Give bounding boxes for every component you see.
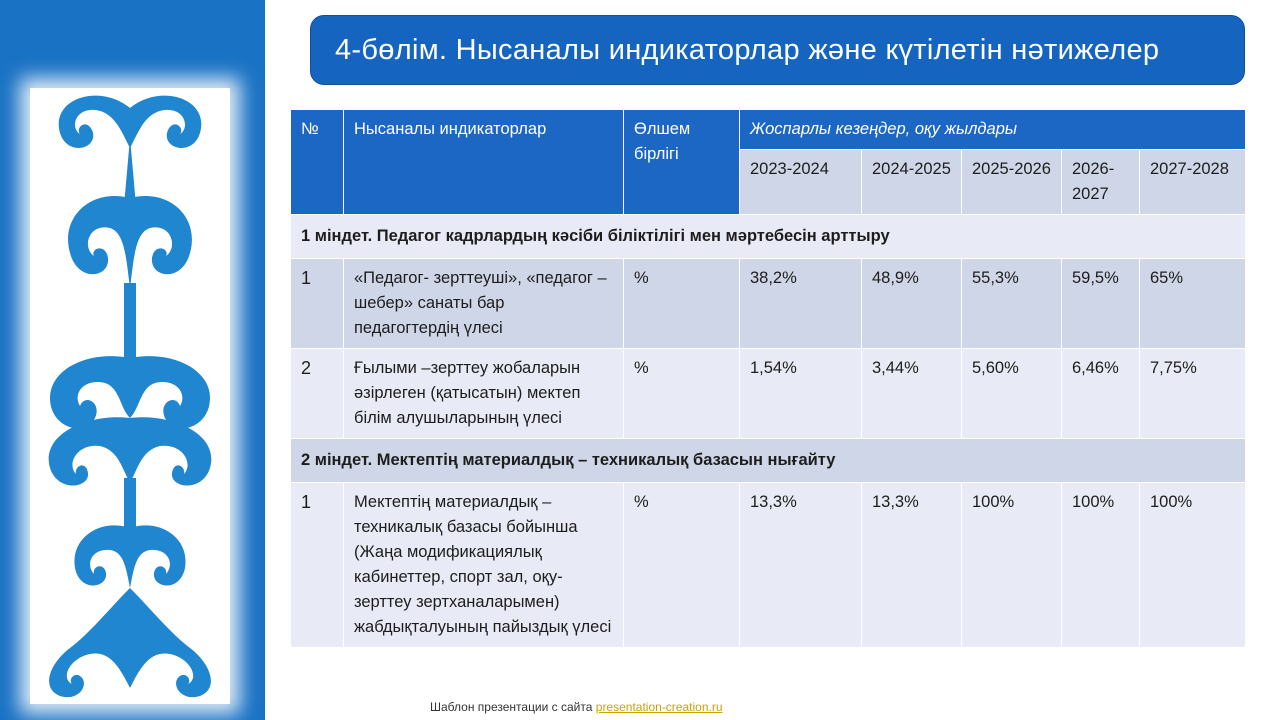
ornament-frame xyxy=(30,88,230,704)
value-cell: 100% xyxy=(962,483,1062,648)
task-1-title: 1 міндет. Педагог кадрлардың кәсіби біліктілігі мен мәртебесін арттыру xyxy=(291,215,1246,259)
unit-cell: % xyxy=(624,349,740,439)
unit-cell: % xyxy=(624,259,740,349)
table-row xyxy=(291,349,1246,439)
header-number: № xyxy=(291,110,344,215)
value-cell: 65% xyxy=(1140,259,1246,349)
value-cell: 1,54% xyxy=(740,349,862,439)
row-number: 1 xyxy=(291,259,344,349)
year-header: 2027-2028 xyxy=(1140,150,1246,215)
value-cell: 5,60% xyxy=(962,349,1062,439)
value-cell: 13,3% xyxy=(862,483,962,648)
value-cell: 38,2% xyxy=(740,259,862,349)
indicators-table xyxy=(290,109,1246,648)
left-decorative-panel xyxy=(0,0,265,720)
header-indicators: Нысаналы индикаторлар xyxy=(344,110,624,215)
footer-link[interactable]: presentation-creation.ru xyxy=(595,700,723,714)
year-header: 2025-2026 xyxy=(962,150,1062,215)
page-title: 4-бөлім. Нысаналы индикаторлар және күтілетін нәтижелер xyxy=(335,33,1160,66)
year-header: 2024-2025 xyxy=(862,150,962,215)
table-header-row xyxy=(291,110,1246,150)
indicator-text: Мектептің материалдық – техникалық базасы бойынша (Жаңа модификациялық кабинеттер, спорт зал, оқу-зерттеу зертханаларымен) жабдықталуының пайыздық үлесі xyxy=(344,483,624,648)
table-row xyxy=(291,483,1246,648)
value-cell: 55,3% xyxy=(962,259,1062,349)
header-periods: Жоспарлы кезеңдер, оқу жылдары xyxy=(740,110,1246,150)
year-header: 2023-2024 xyxy=(740,150,862,215)
indicator-text: «Педагог- зерттеуші», «педагог – шебер» санаты бар педагогтердің үлесі xyxy=(344,259,624,349)
unit-cell: % xyxy=(624,483,740,648)
row-number: 1 xyxy=(291,483,344,648)
task-row xyxy=(291,215,1246,259)
row-number: 2 xyxy=(291,349,344,439)
value-cell: 3,44% xyxy=(862,349,962,439)
footer-note xyxy=(430,700,723,714)
value-cell: 48,9% xyxy=(862,259,962,349)
value-cell: 13,3% xyxy=(740,483,862,648)
task-row xyxy=(291,439,1246,483)
value-cell: 7,75% xyxy=(1140,349,1246,439)
header-unit: Өлшем бірлігі xyxy=(624,110,740,215)
value-cell: 100% xyxy=(1140,483,1246,648)
task-2-title: 2 міндет. Мектептің материалдық – техникалық базасын нығайту xyxy=(291,439,1246,483)
table-row xyxy=(291,259,1246,349)
kazakh-ornament-icon xyxy=(30,88,230,704)
section-title-box xyxy=(310,15,1245,85)
value-cell: 59,5% xyxy=(1062,259,1140,349)
value-cell: 6,46% xyxy=(1062,349,1140,439)
value-cell: 100% xyxy=(1062,483,1140,648)
year-header: 2026-2027 xyxy=(1062,150,1140,215)
indicator-text: Ғылыми –зерттеу жобаларын әзірлеген (қатысатын) мектеп білім алушыларының үлесі xyxy=(344,349,624,439)
footer-text: Шаблон презентации с сайта xyxy=(430,700,596,714)
